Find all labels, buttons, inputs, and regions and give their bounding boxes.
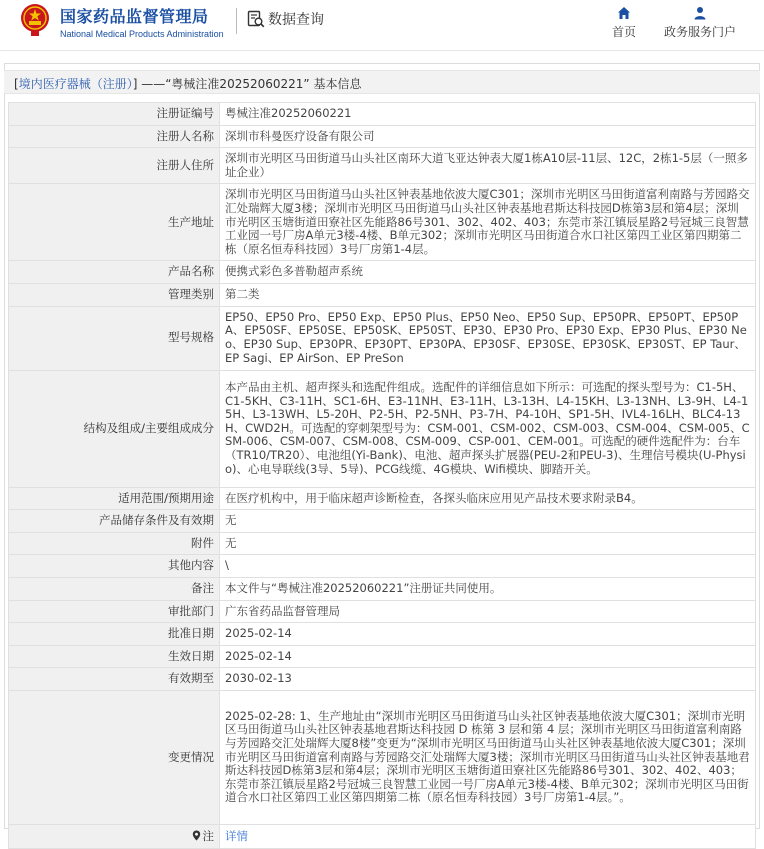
- table-row: [9, 184, 756, 261]
- table-row: [9, 555, 756, 578]
- field-label: 注册证编号: [9, 103, 220, 126]
- title-suffix: 基本信息: [313, 77, 362, 91]
- note-value: [220, 824, 756, 848]
- field-value: 深圳市科曼医疗设备有限公司: [220, 125, 756, 148]
- data-query-link[interactable]: [247, 9, 324, 29]
- field-label: 生产地址: [9, 184, 220, 261]
- breadcrumb-separator: ——: [141, 77, 166, 91]
- field-value: 本文件与“粤械注准20252060221”注册证共同使用。: [220, 577, 756, 600]
- table-row: [9, 283, 756, 306]
- field-label: 适用范围/预期用途: [9, 487, 220, 510]
- user-icon: [693, 6, 707, 20]
- table-row: [9, 668, 756, 691]
- field-value: 粤械注准20252060221: [220, 103, 756, 126]
- field-label: 附件: [9, 532, 220, 555]
- table-row: [9, 577, 756, 600]
- home-icon: [617, 6, 631, 20]
- field-label: 注册人名称: [9, 125, 220, 148]
- field-value: 2025-02-28: 1、生产地址由“深圳市光明区马田街道马山头社区钟表基地依波大厦C301；深圳市光明区马田街道马山头社区钟表基地君斯达科技园 D 栋第 3 层和第 4 层；深圳市光明区马田街道富利南路与芳园路交汇处瑞辉大厦8楼”变更为“深圳市光明区马田街道马山头社区钟表基地依波大厦C301；深圳市光明区马田街道富利南路与芳园路交汇处瑞辉大厦3楼；深圳市光明区马田街道马山头社区钟表基地君斯达科技园D栋第3层和第4层；深圳市光明区玉塘街道田寮社区先能路86号301、302、402、403；东莞市茶江镇辰星路2号冠城三良智慧工业园一号厂房A单元3楼-4楼、B单元302；深圳市光明区马田街道合水口社区第四工业区第四期第二栋（原名恒寿科技园）3号厂房第1-4层。”。: [220, 690, 756, 824]
- table-row: [9, 261, 756, 284]
- field-value: 深圳市光明区马田街道马山头社区南环大道飞亚达钟表大厦1栋A10层-11层、12C，2栋1-5层（一照多址企业）: [220, 148, 756, 184]
- header-border: [0, 50, 764, 51]
- note-label: 注: [202, 828, 214, 843]
- field-value: 便携式彩色多普勒超声系统: [220, 261, 756, 284]
- table-row: [9, 125, 756, 148]
- field-value: 广东省药品监督管理局: [220, 600, 756, 623]
- field-label: 备注: [9, 577, 220, 600]
- detail-table: [8, 102, 756, 849]
- location-pin-icon: [192, 830, 201, 841]
- nav-home[interactable]: [605, 6, 643, 40]
- nav-portal[interactable]: [660, 6, 740, 40]
- table-row: [9, 532, 756, 555]
- field-value: 无: [220, 532, 756, 555]
- table-row: [9, 600, 756, 623]
- field-value: 2025-02-14: [220, 645, 756, 668]
- field-label: 批准日期: [9, 623, 220, 646]
- field-label: 生效日期: [9, 645, 220, 668]
- field-value: 2030-02-13: [220, 668, 756, 691]
- field-label: 注册人住所: [9, 148, 220, 184]
- header-divider: [236, 8, 237, 34]
- brand-title-cn: 国家药品监督管理局: [60, 7, 209, 26]
- field-label: 型号规格: [9, 306, 220, 370]
- field-label: 变更情况: [9, 690, 220, 824]
- field-value: 第二类: [220, 283, 756, 306]
- page-title: [14, 75, 361, 92]
- breadcrumb-category-link[interactable]: 境内医疗器械（注册）: [18, 77, 133, 91]
- breadcrumb-bracket-open: [: [14, 77, 19, 91]
- record-id-title: “粤械注准20252060221”: [165, 77, 310, 91]
- table-row: [9, 623, 756, 646]
- field-value: 深圳市光明区马田街道马山头社区钟表基地依波大厦C301；深圳市光明区马田街道富利南路与芳园路交汇处瑞辉大厦3楼；深圳市光明区马田街道马山头社区钟表基地君斯达科技园D栋第3层和第4层；深圳市光明区玉塘街道田寮社区先能路86号301、302、402、403；东莞市茶江镇辰星路2号冠城三良智慧工业园一号厂房A单元3楼-4楼、B单元302；深圳市光明区马田街道合水口社区第四工业区第四期第二栋（原名恒寿科技园）3号厂房第1-4层。: [220, 184, 756, 261]
- field-label: 其他内容: [9, 555, 220, 578]
- field-label: 结构及组成/主要组成成分: [9, 370, 220, 487]
- table-row: [9, 103, 756, 126]
- field-label: 管理类别: [9, 283, 220, 306]
- breadcrumb: [4, 70, 760, 94]
- field-value: 本产品由主机、超声探头和选配件组成。选配件的详细信息如下所示：可选配的探头型号为：C1-5H、C1-5KH、C3-11H、SC1-6H、E3-11NH、E3-11H、L3-13H、L4-15KH、L3-13NH、L3-9H、L4-15H、L3-13WH、L5-20H、P2-5H、P2-5NH、P3-7H、P4-10H、SP1-5H、IVL4-16LH、BLC4-13H、CWD2H。可选配的穿刺架型号为：CSM-001、CSM-002、CSM-003、CSM-004、CSM-005、CSM-006、CSM-007、CSM-008、CSM-009、CSP-001、CEM-001。可选配的硬件选配件为：台车（TR10/TR20）、电池组(Yi-Bank)、电池、超声探头扩展器(PEU-2和PEU-3)、生理信号模块(U-Physio)、心电导联线(3导、5导)、PCG线缆、4G模块、Wifi模块、脚踏开关。: [220, 370, 756, 487]
- field-label: 审批部门: [9, 600, 220, 623]
- note-label-cell: [9, 824, 220, 848]
- field-value: EP50、EP50 Pro、EP50 Exp、EP50 Plus、EP50 Neo、EP50 Sup、EP50PR、EP50PT、EP50PA、EP50SF、EP50SE、EP50SK、EP50ST、EP30、EP30 Pro、EP30 Exp、EP30 Plus、EP30 Neo、EP30 Sup、EP30PR、EP30PT、EP30PA、EP30SF、EP30SE、EP30SK、EP30ST、EP Taur、EP Sagi、EP AirSon、EP PreSon: [220, 306, 756, 370]
- details-link[interactable]: 详情: [225, 828, 248, 843]
- data-query-label: 数据查询: [268, 12, 324, 28]
- field-value: \: [220, 555, 756, 578]
- data-query-icon: [247, 10, 265, 28]
- field-value: 在医疗机构中，用于临床超声诊断检查，各探头临床应用见产品技术要求附录B4。: [220, 487, 756, 510]
- nav-portal-label: 政务服务门户: [663, 25, 736, 39]
- breadcrumb-bracket-close: ]: [132, 77, 138, 91]
- brand[interactable]: [60, 4, 224, 39]
- table-row: [9, 645, 756, 668]
- table-row: [9, 690, 756, 824]
- field-label: 产品储存条件及有效期: [9, 510, 220, 533]
- field-label: 产品名称: [9, 261, 220, 284]
- site-header: [0, 0, 764, 50]
- table-row: [9, 148, 756, 184]
- field-value: 无: [220, 510, 756, 533]
- field-label: 有效期至: [9, 668, 220, 691]
- table-row: [9, 306, 756, 370]
- national-emblem-icon[interactable]: [20, 3, 50, 37]
- brand-title-en: National Medical Products Administration: [60, 29, 224, 39]
- nav-home-label: 首页: [611, 25, 636, 39]
- table-row: [9, 510, 756, 533]
- table-row: [9, 824, 756, 848]
- table-row: [9, 487, 756, 510]
- table-row: [9, 370, 756, 487]
- field-value: 2025-02-14: [220, 623, 756, 646]
